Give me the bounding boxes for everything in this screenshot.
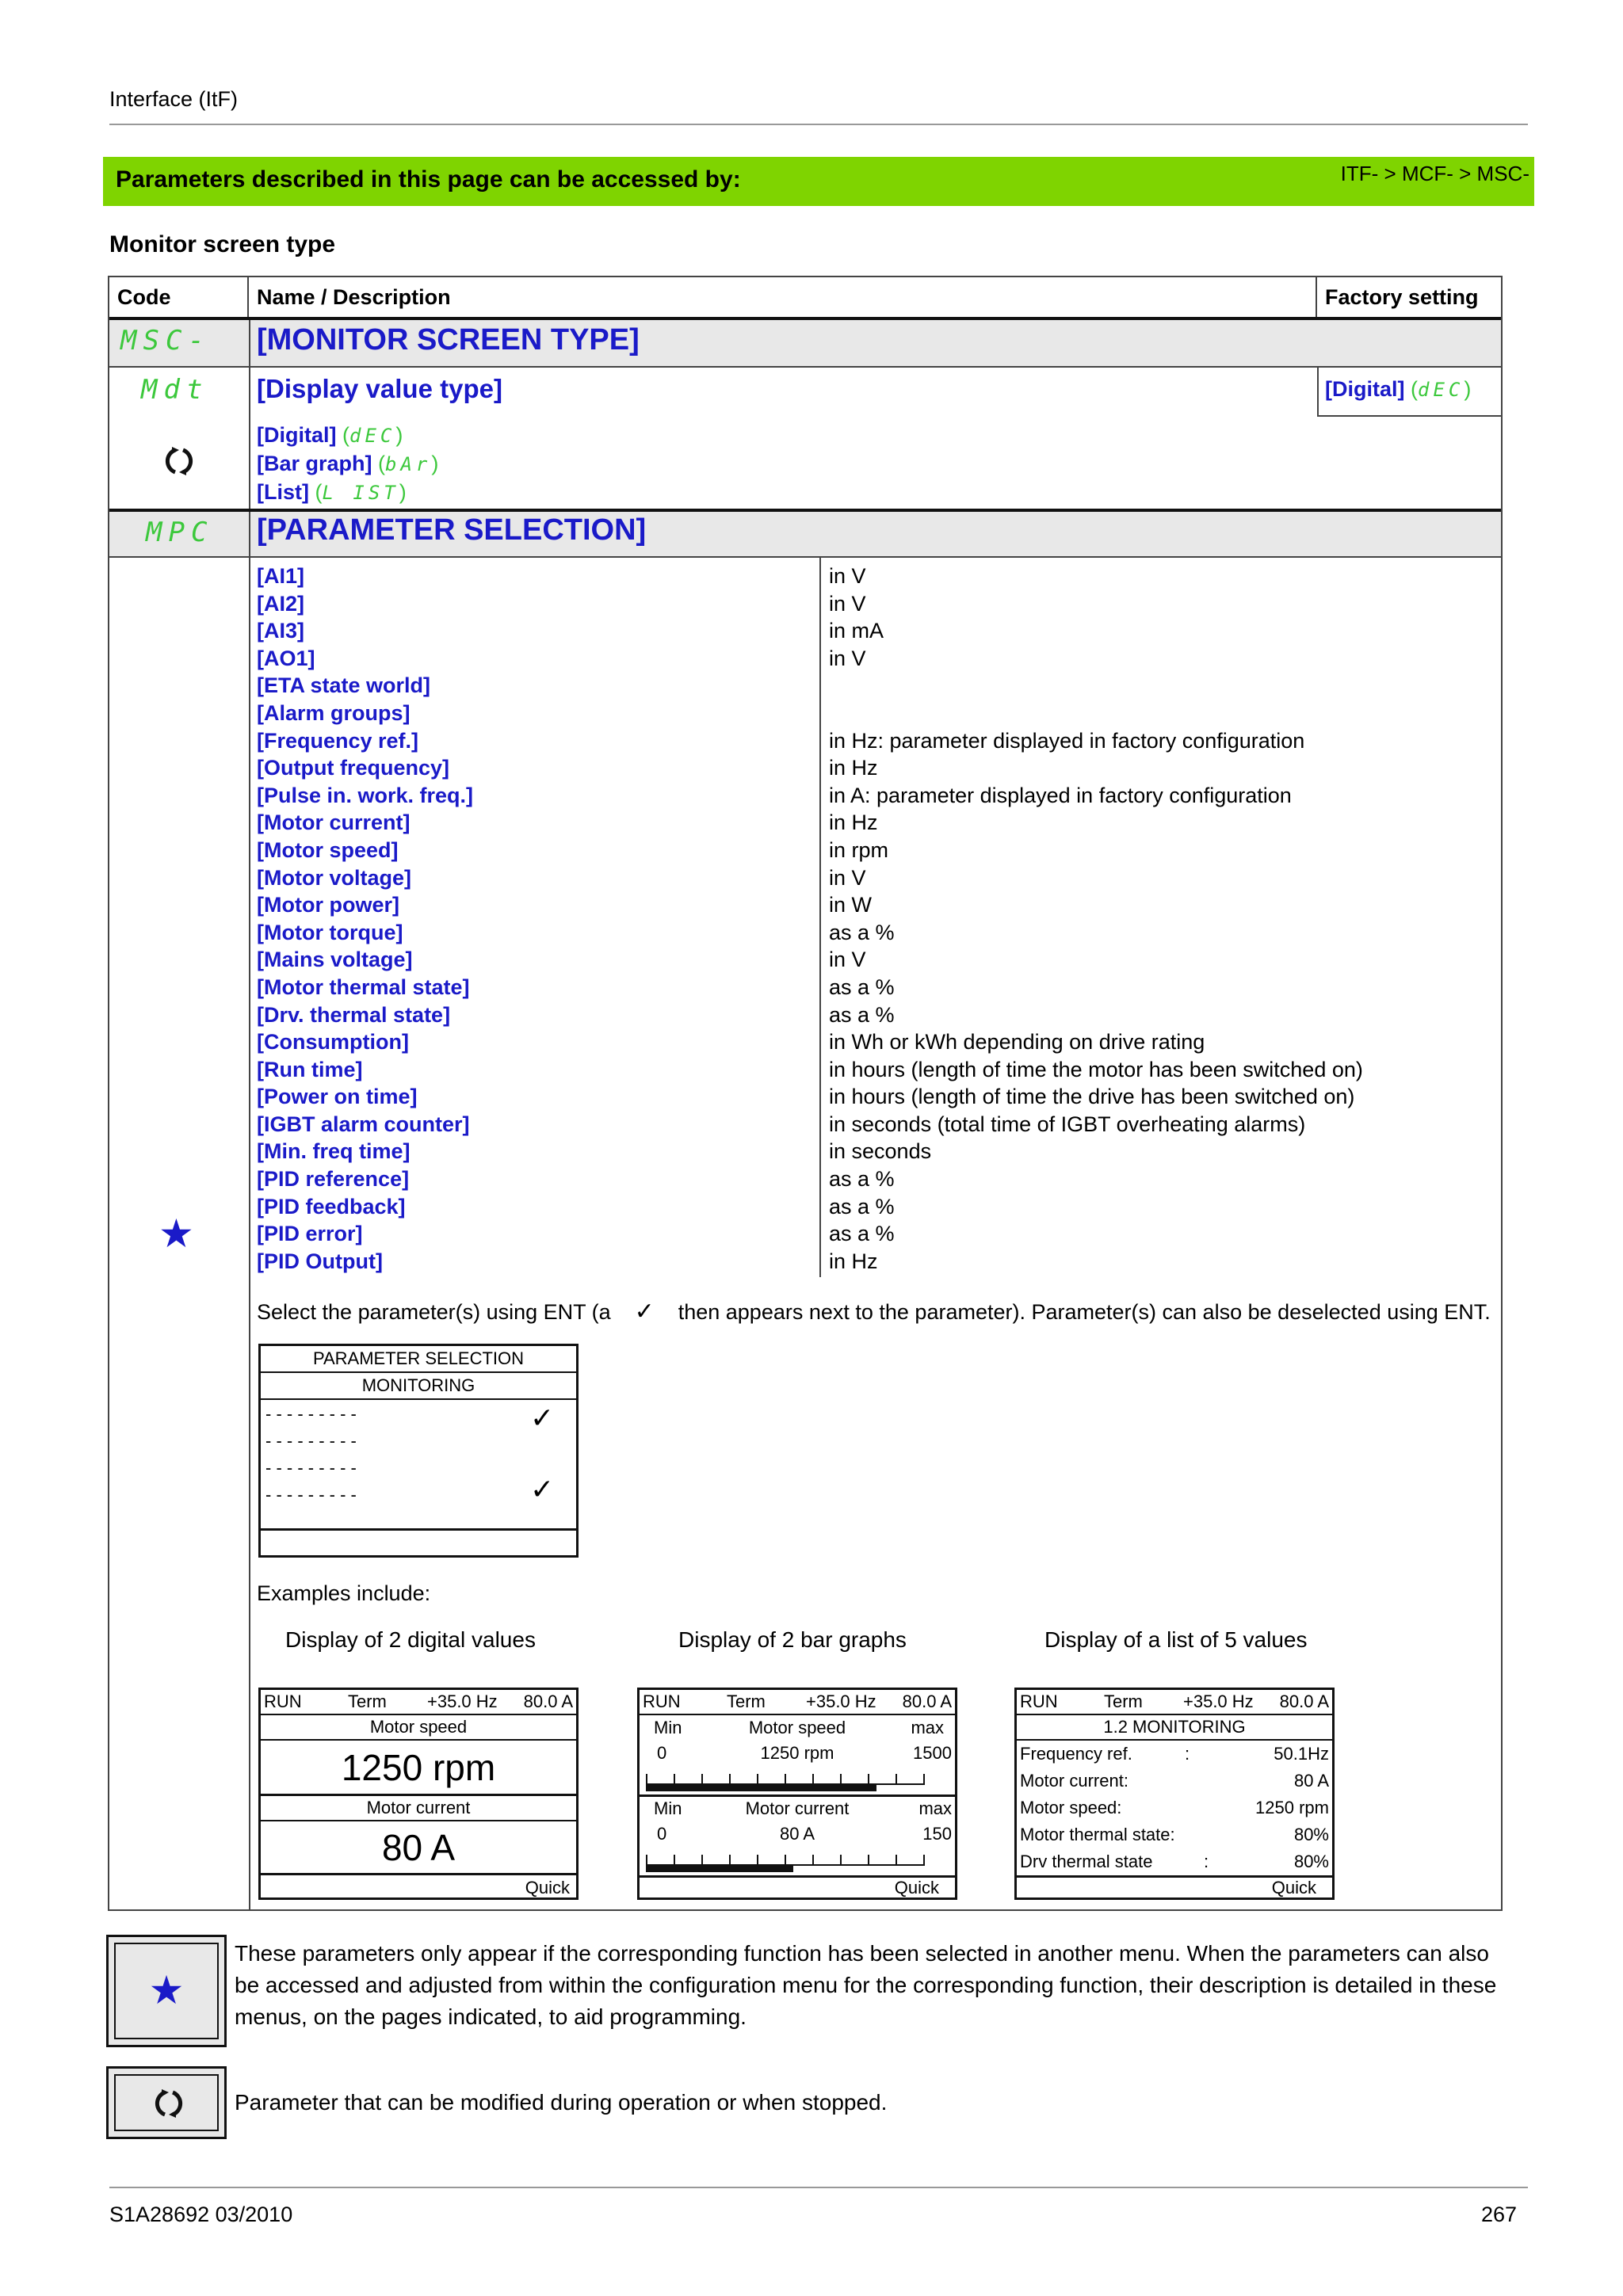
status-bar: RUN Term +35.0 Hz 80.0 A xyxy=(261,1690,576,1715)
mdt-factory-code: dEC xyxy=(1418,379,1465,401)
document-reference: S1A28692 03/2010 xyxy=(109,2203,293,2226)
digital-values-screen xyxy=(258,1688,579,1900)
mdt-code: Mdt xyxy=(141,374,209,406)
param-name: [PID Output] xyxy=(257,1249,383,1273)
param-unit: as a % xyxy=(829,920,895,944)
param-unit: in V xyxy=(829,564,866,588)
bar-tick xyxy=(868,1855,869,1866)
selection-row: - - - - - - - - - xyxy=(265,1431,357,1451)
param-name: [AO1] xyxy=(257,646,315,670)
param-unit: in Hz xyxy=(829,756,878,780)
param-name: [Consumption] xyxy=(257,1030,409,1055)
quick-key: Quick xyxy=(894,1878,939,1897)
param-unit: as a % xyxy=(829,1222,895,1246)
param-unit: in seconds xyxy=(829,1139,932,1164)
header-name: Name / Description xyxy=(249,277,1317,318)
mdt-factory: [Digital] (dEC) xyxy=(1325,377,1472,401)
list-row: Frequency ref. : 50.1Hz xyxy=(1020,1744,1329,1764)
param-unit-divider xyxy=(819,558,821,1277)
param-unit: in Wh or kWh depending on drive rating xyxy=(829,1030,1205,1055)
param-unit: in A: parameter displayed in factory configuration xyxy=(829,783,1292,807)
param-name: [Motor torque] xyxy=(257,920,403,944)
param-name: [PID reference] xyxy=(257,1167,410,1192)
quick-key: Quick xyxy=(525,1878,570,1897)
list-rows xyxy=(1017,1741,1332,1875)
param-name: [Run time] xyxy=(257,1057,363,1081)
mpc-name: [PARAMETER SELECTION] xyxy=(257,513,647,547)
mdt-options xyxy=(257,421,438,507)
check-icon: ✓ xyxy=(530,1473,555,1505)
footer-divider xyxy=(109,2187,1528,2188)
parameter-selection-screen xyxy=(258,1344,579,1558)
star-icon: ★ xyxy=(148,1968,185,2012)
msc-divider xyxy=(249,320,250,368)
param-unit xyxy=(829,672,1495,700)
select-instructions: Select the parameter(s) using ENT (a ✓ then appears next to the parameter). Parameter(s) can also be deselected using ENT. xyxy=(257,1299,1491,1325)
list-row: Motor current: 80 A xyxy=(1020,1771,1329,1791)
status-bar: RUN Term +35.0 Hz 80.0 A xyxy=(1017,1690,1332,1715)
param-unit: as a % xyxy=(829,1194,895,1219)
examples-label: Examples include: xyxy=(257,1581,431,1605)
caption-digital: Display of 2 digital values xyxy=(285,1627,536,1652)
caption-list: Display of a list of 5 values xyxy=(1044,1627,1308,1652)
access-bar xyxy=(103,157,1534,206)
param-name: [Motor thermal state] xyxy=(257,974,470,999)
parameter-table xyxy=(108,276,1503,1911)
mpc-code: MPC xyxy=(146,517,214,548)
digital-label-1: Motor speed xyxy=(261,1715,576,1741)
bar1-header: Min Motor speed max xyxy=(654,1718,944,1737)
screen-subtitle: MONITORING xyxy=(261,1373,576,1400)
param-unit: as a % xyxy=(829,1167,895,1192)
param-unit: in hours (length of time the motor has been switched on) xyxy=(829,1057,1363,1081)
header-divider xyxy=(109,124,1528,125)
param-name: [IGBT alarm counter] xyxy=(257,1112,470,1136)
param-name: [Motor voltage] xyxy=(257,865,411,890)
param-unit: in hours (length of time the drive has been switched on) xyxy=(829,1085,1355,1109)
msc-code: MSC- xyxy=(120,325,211,357)
page-number: 267 xyxy=(1480,2203,1517,2226)
digital-value-1: 1250 rpm xyxy=(261,1741,576,1796)
param-unit: in mA xyxy=(829,619,884,643)
param-unit: as a % xyxy=(829,1002,895,1027)
list-row: Motor speed: 1250 rpm xyxy=(1020,1798,1329,1817)
bar2-values: 0 80 A 150 xyxy=(657,1824,952,1844)
list-row: Drv thermal state : 80% xyxy=(1020,1852,1329,1871)
bar-fill xyxy=(646,1783,876,1791)
cycle-icon xyxy=(162,445,197,477)
bar2-header: Min Motor current max xyxy=(654,1798,952,1818)
mdt-factory-label: [Digital] xyxy=(1325,377,1405,401)
bar-graph-1 xyxy=(640,1766,955,1794)
list-row: Motor thermal state: 80% xyxy=(1020,1825,1329,1844)
param-name: [PID error] xyxy=(257,1222,363,1246)
screen-title: PARAMETER SELECTION xyxy=(261,1346,576,1373)
param-name: [AI2] xyxy=(257,591,304,616)
selection-row: - - - - - - - - - xyxy=(265,1404,357,1424)
param-name: [Pulse in. work. freq.] xyxy=(257,783,474,807)
option-bar-graph: [Bar graph] (bAr) xyxy=(257,452,439,475)
bar-tick xyxy=(896,1774,897,1785)
param-name: [ETA state world] xyxy=(257,673,431,698)
param-unit: in seconds (total time of IGBT overheating alarms) xyxy=(829,1112,1306,1136)
legend-cycle-text: Parameter that can be modified during operation or when stopped. xyxy=(235,2090,888,2115)
legend-cycle-box xyxy=(106,2066,227,2139)
selection-row: - - - - - - - - - xyxy=(265,1458,357,1478)
star-icon: ★ xyxy=(158,1211,194,1256)
section-title: Monitor screen type xyxy=(109,231,336,257)
param-name: [AI3] xyxy=(257,619,304,643)
param-unit: in rpm xyxy=(829,837,889,862)
check-icon: ✓ xyxy=(634,1299,655,1325)
bar-tick xyxy=(840,1855,842,1866)
legend-star-text: These parameters only appear if the corresponding function has been selected in another menu. When the parameters can also be accessed and adjusted from within the configuration menu for the corresponding function, their description is detailed in these menus, on the pages indicated, to aid programming. xyxy=(235,1941,1497,2029)
bar-tick xyxy=(896,1855,897,1866)
param-unit: in Hz xyxy=(829,810,878,835)
bar-fill xyxy=(646,1864,793,1872)
option-digital: [Digital] (dEC) xyxy=(257,423,403,447)
param-name: [Motor current] xyxy=(257,810,411,835)
header-factory: Factory setting xyxy=(1325,285,1479,309)
cycle-icon xyxy=(151,2088,186,2119)
quick-key: Quick xyxy=(1271,1878,1316,1897)
param-unit: in V xyxy=(829,865,866,890)
legend-star-box xyxy=(106,1935,227,2047)
param-unit: in V xyxy=(829,646,866,670)
access-bar-path: ITF- > MCF- > MSC- xyxy=(1340,162,1529,185)
param-unit: as a % xyxy=(829,974,895,999)
param-name: [Motor power] xyxy=(257,893,399,917)
param-unit: in Hz: parameter displayed in factory configuration xyxy=(829,728,1305,753)
param-name: [Output frequency] xyxy=(257,756,449,780)
param-name: [Power on time] xyxy=(257,1085,418,1109)
caption-bar: Display of 2 bar graphs xyxy=(678,1627,907,1652)
bar-tick xyxy=(923,1774,925,1785)
mdt-divider xyxy=(249,368,250,509)
param-unit: in W xyxy=(829,893,872,917)
param-unit: in Hz xyxy=(829,1249,878,1273)
header-code: Code xyxy=(109,277,249,318)
param-name: [Motor speed] xyxy=(257,837,399,862)
msc-name: [MONITOR SCREEN TYPE] xyxy=(257,323,640,357)
param-unit: in V xyxy=(829,948,866,972)
param-name: [PID feedback] xyxy=(257,1194,406,1219)
param-name-list xyxy=(257,563,669,1275)
param-name: [Min. freq time] xyxy=(257,1139,411,1164)
bar1-values: 0 1250 rpm 1500 xyxy=(657,1743,952,1763)
screen-footer-rule xyxy=(261,1528,576,1531)
param-unit xyxy=(829,700,1495,727)
list-title: 1.2 MONITORING xyxy=(1017,1715,1332,1741)
bar-tick xyxy=(812,1855,814,1866)
param-unit-list xyxy=(829,563,1495,1275)
param-name: [Alarm groups] xyxy=(257,700,411,725)
bar-graphs-screen xyxy=(637,1688,957,1900)
option-list: [List] (L IST) xyxy=(257,480,407,504)
list-values-screen xyxy=(1014,1688,1335,1900)
param-name: [Mains voltage] xyxy=(257,948,413,972)
page-header-title: Interface (ItF) xyxy=(109,87,239,111)
bar-tick xyxy=(923,1855,925,1866)
param-name: [Frequency ref.] xyxy=(257,728,419,753)
bar-graph-2 xyxy=(640,1847,955,1875)
selection-row: - - - - - - - - - xyxy=(265,1485,357,1505)
param-name: [Drv. thermal state] xyxy=(257,1002,451,1027)
param-unit: in V xyxy=(829,591,866,616)
param-name: [AI1] xyxy=(257,564,304,588)
digital-value-2: 80 A xyxy=(261,1821,576,1875)
code-column-divider xyxy=(249,512,250,1909)
check-icon: ✓ xyxy=(530,1402,555,1434)
status-bar: RUN Term +35.0 Hz 80.0 A xyxy=(640,1690,955,1715)
mdt-name: [Display value type] xyxy=(257,374,502,403)
access-bar-label: Parameters described in this page can be accessed by: xyxy=(116,166,741,193)
digital-label-2: Motor current xyxy=(261,1796,576,1821)
